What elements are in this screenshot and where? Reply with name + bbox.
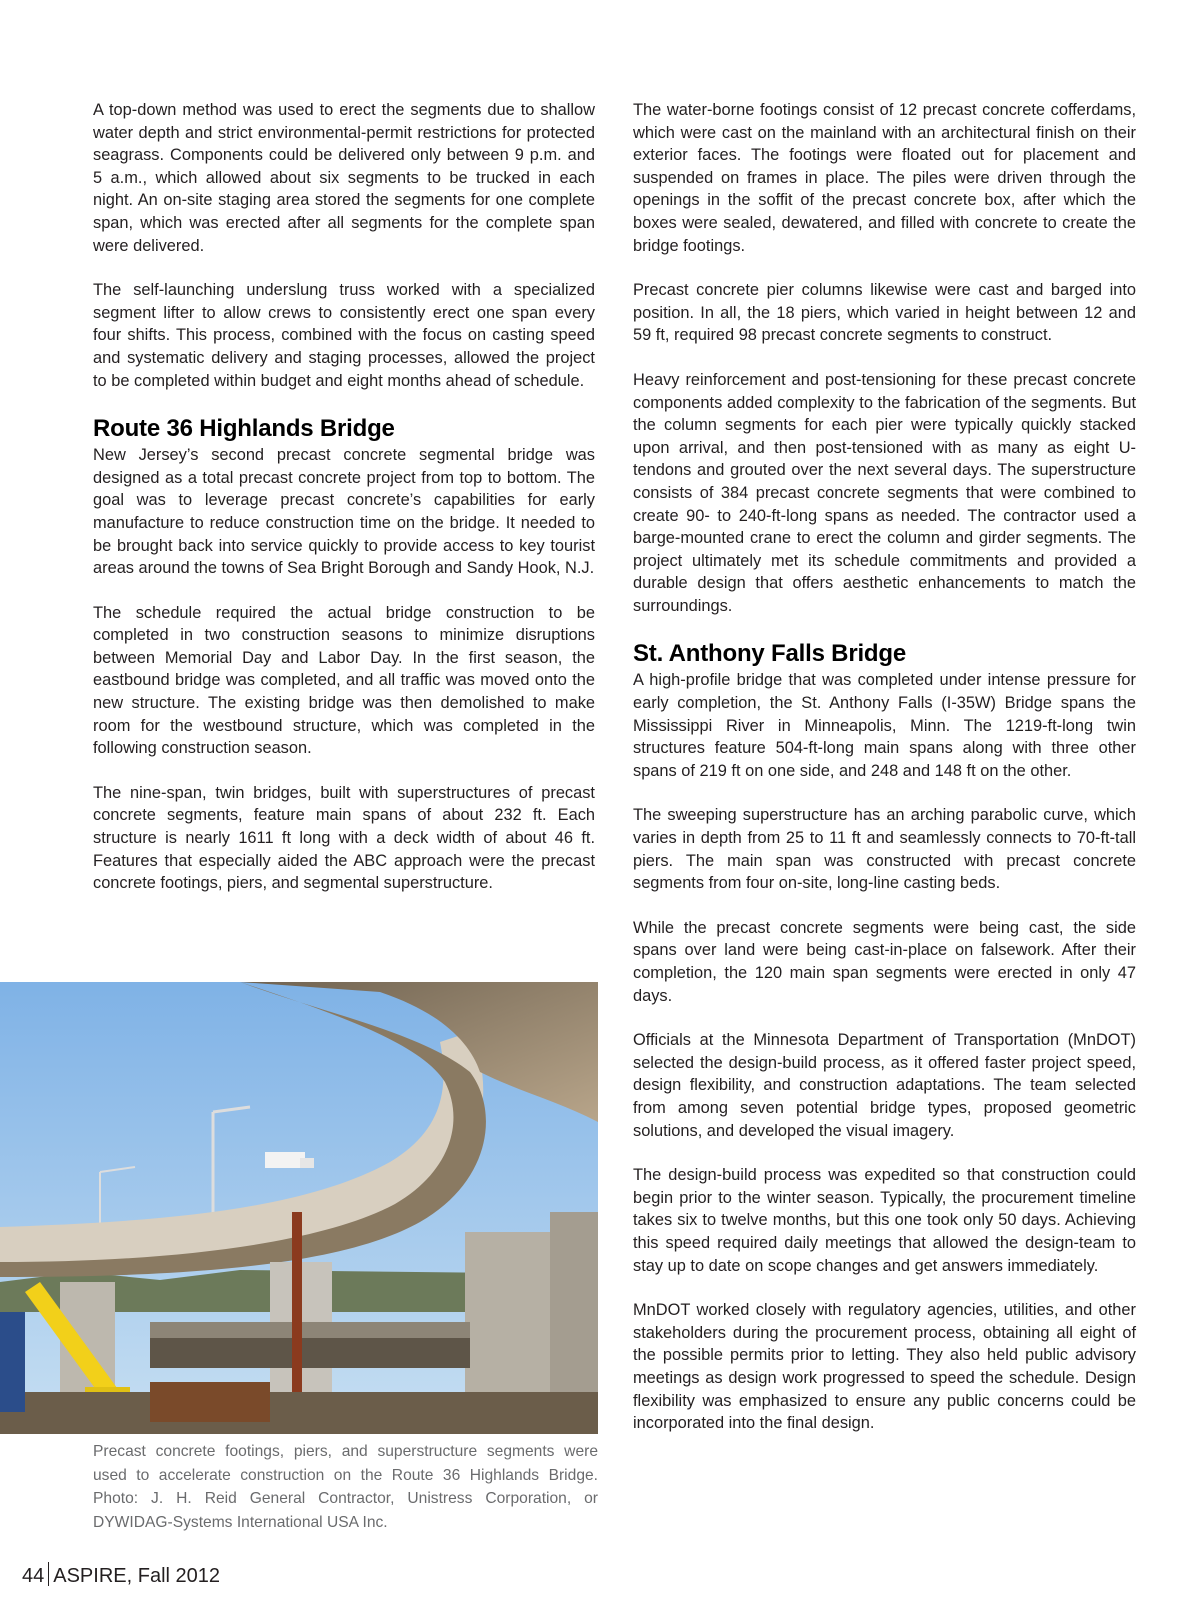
paragraph: The nine-span, twin bridges, built with superstructures of precast concrete segments, feature main spans of about 232 ft. Each structure is nearly 1611 ft long with a deck width of about 46 ft. Features that especially aided the ABC approach were the precast concrete footings, piers, and segmental superstructure. (93, 783, 595, 893)
paragraph: A top-down method was used to erect the segments due to shallow water depth and strict environmental-permit restrictions for protected seagrass. Components could be delivered only between 9 p.m. and 5 a.m., which allowed about six segments to be trucked in each night. An on-site staging area stored the segments for one complete span, which was erected after all segments for the complete span were delivered. (93, 101, 595, 255)
paragraph: MnDOT worked closely with regulatory agencies, utilities, and other stakeholders during the procurement process, obtaining all eight of the possible permits prior to letting. They also held public advisory meetings as design work progressed to speed the schedule. Design flexibility was emphasized to ensure any public concerns could be incorporated into the final design. (633, 1301, 1136, 1433)
paragraph: The sweeping superstructure has an arching parabolic curve, which varies in depth from 25 to 11 ft and seamlessly connects to 70-ft-tall piers. The main span was constructed with precast concrete segments from four on-site, long-line casting beds. (633, 806, 1136, 893)
page-footer (22, 1562, 220, 1588)
paragraph: The design-build process was expedited so that construction could begin prior to the winter season. Typically, the procurement timeline takes six to twelve months, but this one took only 50 days. Achieving this speed required daily meetings that allowed the design-team to stay up to date on scope changes and get answers immediately. (633, 1166, 1136, 1275)
paragraph: While the precast concrete segments were being cast, the side spans over land were being cast-in-place on falsework. After their completion, the 120 main span segments were erected in only 47 days. (633, 918, 1136, 1005)
paragraph: A high-profile bridge that was completed under intense pressure for early completion, the St. Anthony Falls (I-35W) Bridge spans the Mississippi River in Minneapolis, Minn. The 1219-ft-long twin structures feature 504-ft-long main spans along with three other spans of 219 ft on one side, and 248 and 148 ft on the other. (633, 671, 1136, 780)
right-column (633, 99, 1136, 1457)
photo-caption: Precast concrete footings, piers, and superstructure segments were used to accelerate construction on the Route 36 Highlands Bridge. Photo: J. H. Reid General Contractor, Unistress Corporation, or DYWIDAG-Systems International USA Inc. (93, 1443, 598, 1531)
paragraph: The water-borne footings consist of 12 precast concrete cofferdams, which were cast on the mainland with an architectural finish on their exterior faces. The footings were floated out for placement and suspended on frames in place. The piles were driven through the openings in the soffit of the precast concrete box, after which the boxes were sealed, dewatered, and filled with concrete to create the bridge footings. (633, 101, 1136, 255)
publication-name: ASPIRE, Fall 2012 (53, 1565, 220, 1587)
footer-divider (48, 1562, 49, 1586)
bridge-construction-photo (0, 982, 598, 1434)
paragraph: Heavy reinforcement and post-tensioning for these precast concrete components added complexity to the fabrication of the segments. But the column segments for each pier were typically quickly stacked upon arrival, and then post-tensioned with as many as eight U-tendons and grouted over the next several days. The superstructure consists of 384 precast concrete segments that were combined to create 90- to 240-ft-long spans as needed. The contractor used a barge-mounted crane to erect the column and girder segments. The project ultimately met its schedule commitments and provided a durable design that offers aesthetic enhancements to match the surroundings. (633, 370, 1136, 615)
section-heading-st-anthony-falls: St. Anthony Falls Bridge (633, 640, 906, 668)
paragraph: New Jersey’s second precast concrete segmental bridge was designed as a total precast concrete project from top to bottom. The goal was to leverage precast concrete’s capabilities for early manufacture to reduce construction time on the bridge. It needed to be brought back into service quickly to provide access to key tourist areas around the towns of Sea Bright Borough and Sandy Hook, N.J. (93, 446, 595, 578)
paragraph: The schedule required the actual bridge construction to be completed in two construction seasons to minimize disruptions between Memorial Day and Labor Day. In the first season, the eastbound bridge was completed, and all traffic was moved onto the new structure. The existing bridge was then demolished to make room for the westbound structure, which was completed in the following construction season. (93, 603, 595, 758)
left-column (93, 99, 595, 917)
paragraph: Officials at the Minnesota Department of Transportation (MnDOT) selected the design-build process, as it offered faster project speed, design flexibility, and construction adaptations. The team selected from among seven potential bridge types, proposed geometric solutions, and developed the visual imagery. (633, 1031, 1136, 1140)
section-heading-route-36: Route 36 Highlands Bridge (93, 415, 395, 443)
paragraph: The self-launching underslung truss worked with a specialized segment lifter to allow crews to consistently erect one span every four shifts. This process, combined with the focus on casting speed and systematic delivery and staging processes, allowed the project to be completed within budget and eight months ahead of schedule. (93, 281, 595, 390)
page-number: 44 (22, 1565, 45, 1587)
paragraph: Precast concrete pier columns likewise were cast and barged into position. In all, the 18 piers, which varied in height between 12 and 59 ft, required 98 precast concrete segments to construct. (633, 281, 1136, 345)
